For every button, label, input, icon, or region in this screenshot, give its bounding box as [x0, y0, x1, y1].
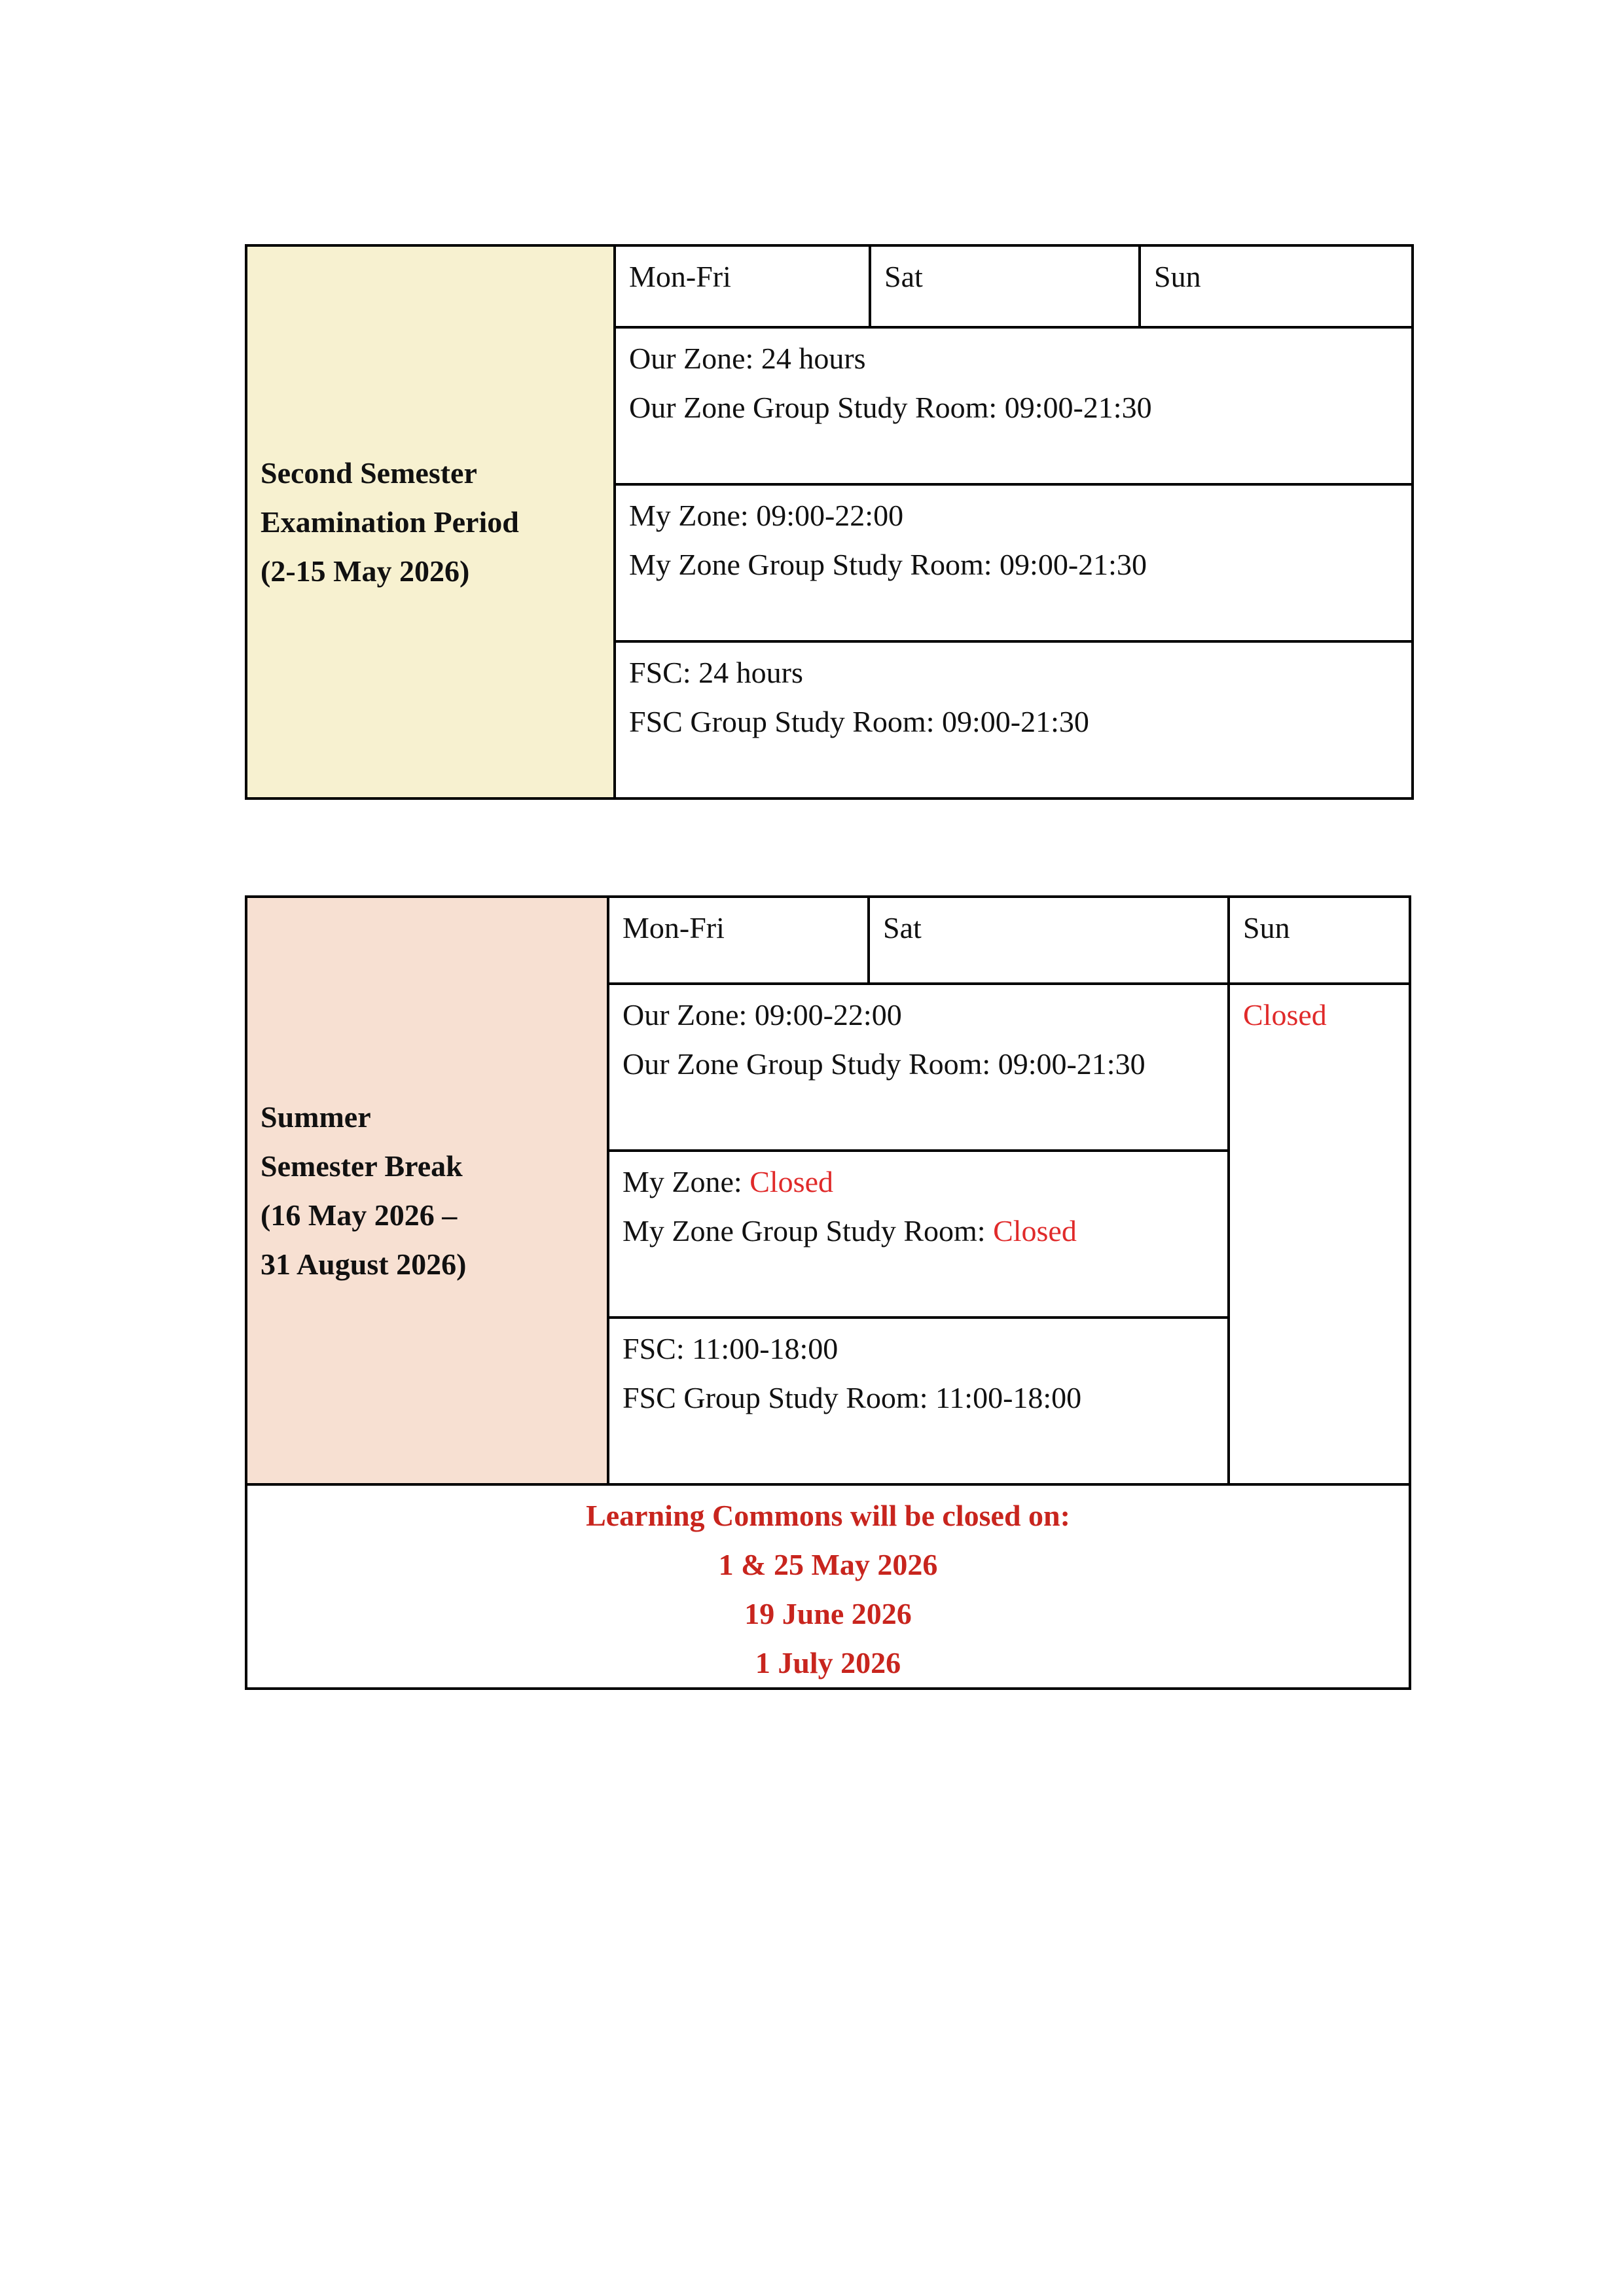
summer-break-hours-table: [245, 895, 1411, 1690]
header-mon-fri: Mon-Fri: [608, 897, 869, 984]
my-zone-hours-cell: [608, 1151, 1229, 1318]
sunday-status-cell: [1229, 984, 1410, 1484]
period-dates-line: (16 May 2026 –: [261, 1198, 458, 1232]
my-zone-label: My Zone:: [623, 1165, 750, 1198]
my-zone-group-room-label: My Zone Group Study Room:: [623, 1214, 994, 1247]
sunday-closed-status: Closed: [1243, 998, 1327, 1031]
fsc-hours: FSC: 24 hours: [629, 656, 803, 689]
exam-period-label-cell: [246, 245, 615, 798]
my-zone-closed-status: Closed: [749, 1165, 833, 1198]
fsc-hours-cell: [608, 1318, 1229, 1484]
my-zone-hours: [623, 1157, 1214, 1206]
fsc-hours: FSC: 11:00-18:00: [623, 1332, 839, 1365]
my-zone-group-room-hours: My Zone Group Study Room: 09:00-21:30: [629, 548, 1147, 581]
header-mon-fri: Mon-Fri: [615, 245, 870, 327]
closure-date: 1 July 2026: [755, 1646, 901, 1679]
our-zone-group-room-hours: Our Zone Group Study Room: 09:00-21:30: [623, 1047, 1146, 1081]
header-sun: Sun: [1229, 897, 1410, 984]
header-sat: Sat: [869, 897, 1229, 984]
closure-notice-heading: Learning Commons will be closed on:: [586, 1499, 1070, 1532]
header-sat: Sat: [870, 245, 1140, 327]
period-title-line: Second Semester: [261, 456, 477, 490]
fsc-group-room-hours: FSC Group Study Room: 11:00-18:00: [623, 1381, 1082, 1414]
period-title-line: Semester Break: [261, 1149, 463, 1183]
our-zone-hours: Our Zone: 09:00-22:00: [623, 998, 902, 1031]
exam-period-hours-table: [245, 244, 1414, 800]
my-zone-group-room-hours: [623, 1206, 1214, 1255]
period-title-line: Summer: [261, 1100, 371, 1134]
period-title-line: Examination Period: [261, 505, 519, 539]
my-zone-hours: My Zone: 09:00-22:00: [629, 499, 904, 532]
fsc-hours-cell: [615, 641, 1413, 798]
my-zone-group-room-closed-status: Closed: [993, 1214, 1077, 1247]
period-dates-line: 31 August 2026): [261, 1247, 467, 1281]
our-zone-hours: Our Zone: 24 hours: [629, 342, 866, 375]
closure-date: 1 & 25 May 2026: [718, 1548, 938, 1581]
my-zone-hours-cell: [615, 484, 1413, 641]
summer-period-label-cell: [246, 897, 608, 1484]
our-zone-hours-cell: [608, 984, 1229, 1151]
closure-date: 19 June 2026: [744, 1597, 912, 1630]
closure-notice-cell: [246, 1484, 1410, 1689]
our-zone-hours-cell: [615, 327, 1413, 484]
period-dates-line: (2-15 May 2026): [261, 554, 470, 588]
our-zone-group-room-hours: Our Zone Group Study Room: 09:00-21:30: [629, 391, 1152, 424]
fsc-group-room-hours: FSC Group Study Room: 09:00-21:30: [629, 705, 1089, 738]
header-sun: Sun: [1140, 245, 1413, 327]
